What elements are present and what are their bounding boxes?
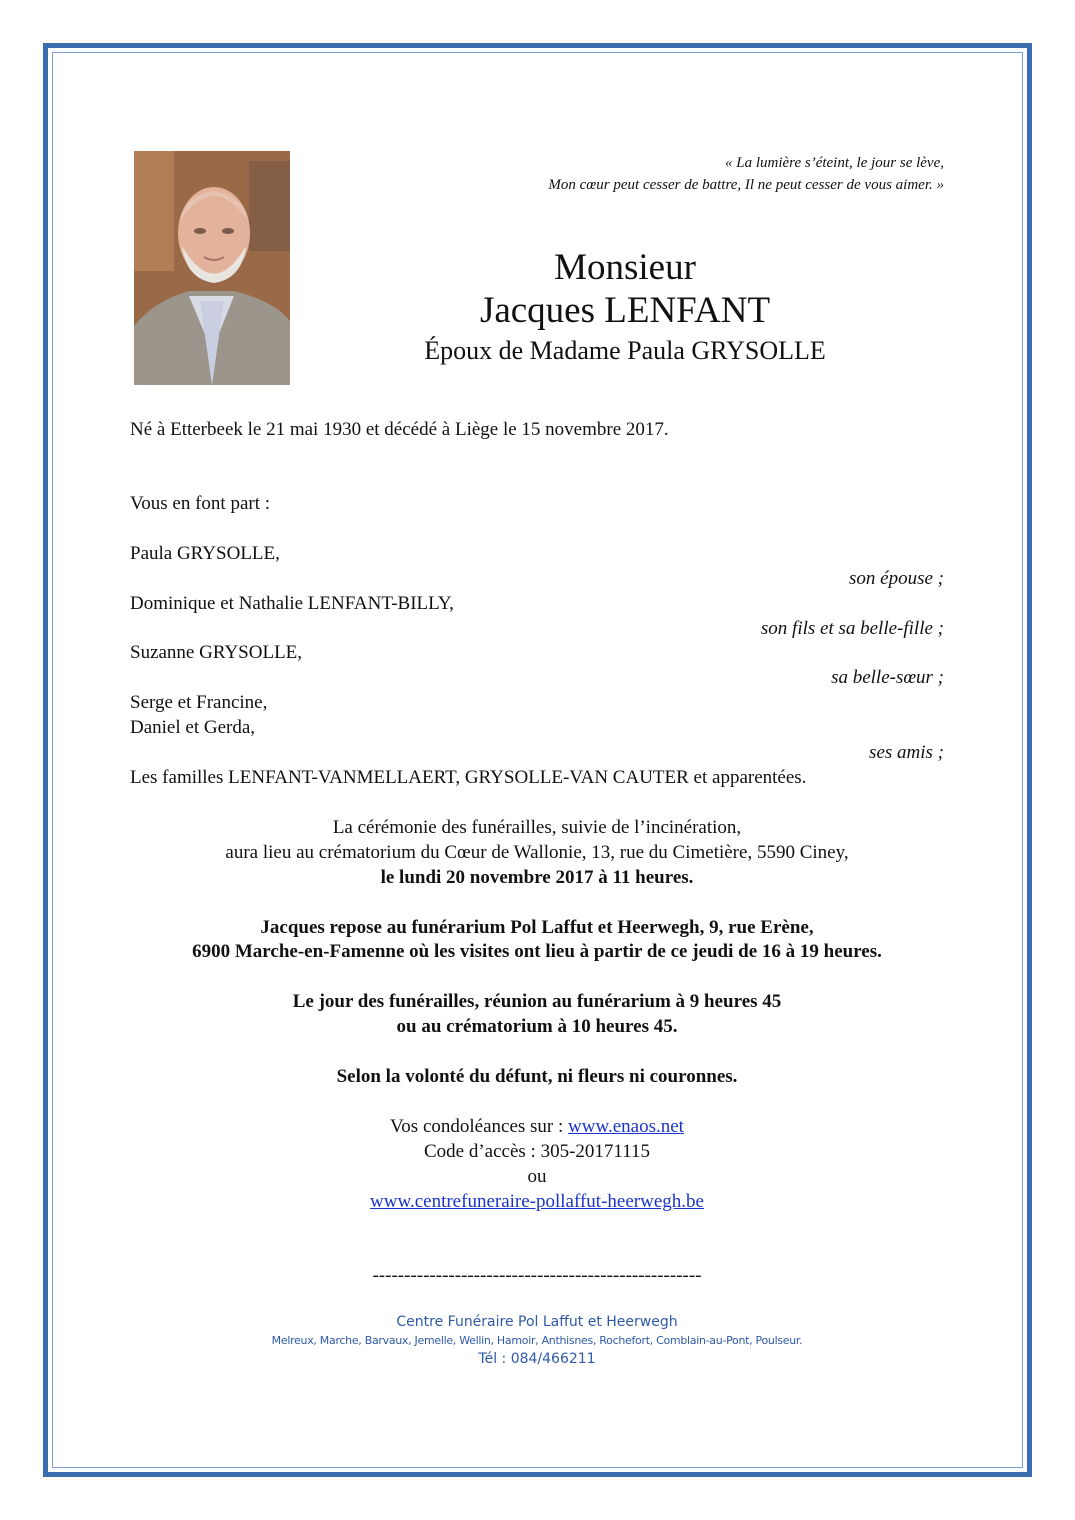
family-name: Suzanne GRYSOLLE,	[130, 642, 303, 663]
access-code: Code d’accès : 305-20171115	[423, 1141, 650, 1162]
epigraph-quote	[384, 152, 944, 196]
meeting-line-1: Le jour des funérailles, réunion au funérarium à 9 heures 45	[292, 991, 782, 1012]
footer-phone: Tél : 084/466211	[478, 1351, 596, 1367]
condolences-label: Vos condoléances sur :	[390, 1116, 569, 1137]
honorific: Monsieur	[554, 247, 696, 288]
visits-line-2: 6900 Marche-en-Famenne où les visites ont lieu à partir de ce jeudi de 16 à 19 heures.	[192, 941, 882, 962]
family-name: Dominique et Nathalie LENFANT-BILLY,	[130, 593, 454, 614]
deceased-name: Jacques LENFANT	[479, 290, 771, 331]
family-relation: ses amis ;	[869, 742, 944, 763]
family-name: Les familles LENFANT-VANMELLAERT, GRYSOLLE-VAN CAUTER et apparentées.	[130, 767, 807, 788]
quote-line-2: Mon cœur peut cesser de battre, Il ne peut cesser de vous aimer. »	[548, 177, 944, 193]
family-relation: son fils et sa belle-fille ;	[760, 618, 944, 639]
or-text: ou	[527, 1166, 547, 1187]
ceremony-date: le lundi 20 novembre 2017 à 11 heures.	[380, 867, 694, 888]
announce-line: Vous en font part :	[130, 493, 271, 514]
family-name: Paula GRYSOLLE,	[130, 543, 280, 564]
family-relation: sa belle-sœur ;	[831, 667, 944, 688]
footer-company: Centre Funéraire Pol Laffut et Heerwegh	[396, 1314, 678, 1330]
enaos-link[interactable]: www.enaos.net	[568, 1116, 684, 1137]
meeting-line-2: ou au crématorium à 10 heures 45.	[396, 1016, 678, 1037]
funeral-home-link[interactable]: www.centrefuneraire-pollaffut-heerwegh.be	[370, 1191, 704, 1212]
separator: ----------------------------------------------------	[372, 1265, 702, 1286]
family-name: Serge et Francine,	[130, 692, 268, 713]
footer-locations: Melreux, Marche, Barvaux, Jemelle, Wellin, Hamoir, Anthisnes, Rochefort, Comblain-au-Pont, Poulseur.	[271, 1334, 803, 1347]
ceremony-line-1: La cérémonie des funérailles, suivie de l’incinération,	[332, 817, 742, 838]
family-name: Daniel et Gerda,	[130, 717, 256, 738]
spouse-line: Époux de Madame Paula GRYSOLLE	[424, 336, 826, 365]
wishes-line: Selon la volonté du défunt, ni fleurs ni couronnes.	[336, 1066, 738, 1087]
birth-death-line: Né à Etterbeek le 21 mai 1930 et décédé à Liège le 15 novembre 2017.	[130, 419, 669, 440]
family-relation: son épouse ;	[849, 568, 944, 589]
visits-line-1: Jacques repose au funérarium Pol Laffut et Heerwegh, 9, rue Erène,	[260, 917, 814, 938]
funeral-home-link-line	[130, 1190, 944, 1214]
quote-line-1: « La lumière s’éteint, le jour se lève,	[725, 155, 944, 171]
condolences-line	[130, 1115, 944, 1139]
portrait-photo	[134, 151, 290, 385]
ceremony-line-2: aura lieu au crématorium du Cœur de Wallonie, 13, rue du Cimetière, 5590 Ciney,	[225, 842, 849, 863]
